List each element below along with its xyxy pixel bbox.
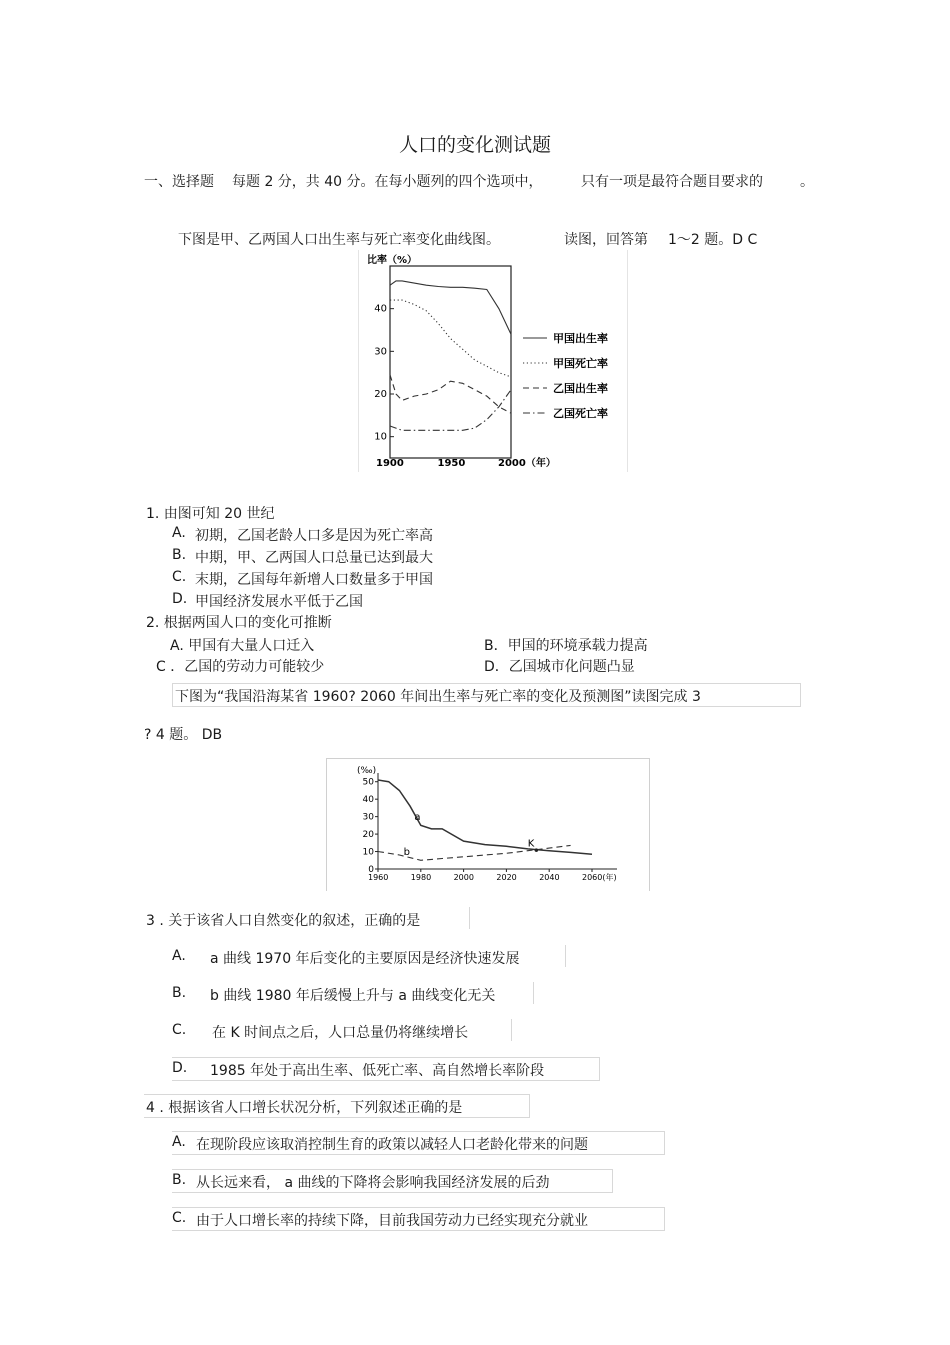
chart2-xtick-label: 2000	[453, 873, 474, 882]
fig2-intro-line2: ? 4 题。 DB	[144, 727, 223, 743]
q3-option-b-text: b 曲线 1980 年后缓慢上升与 a 曲线变化无关	[210, 988, 496, 1004]
q4-option-c-text: 由于人口增长率的持续下降，目前我国劳动力已经实现充分就业	[196, 1213, 588, 1229]
section-rule-b: 只有一项是最符合题目要求的	[581, 174, 763, 190]
q3-option-a-text: a 曲线 1970 年后变化的主要原因是经济快速发展	[210, 951, 520, 967]
chart2-annotation: b	[403, 847, 411, 859]
q3-option-d-text: 1985 年处于高出生率、低死亡率、高自然增长率阶段	[210, 1063, 545, 1079]
chart2-xtick-label: 2040	[539, 873, 560, 882]
chart1-ytick-label: 40	[374, 303, 387, 315]
q2-stem: 2. 根据两国人口的变化可推断	[146, 615, 332, 631]
q1-option-a-text: 初期，乙国老龄人口多是因为死亡率高	[195, 528, 433, 544]
chart1-xtick-label: 1900	[376, 458, 404, 469]
q2-option-a: A. 甲国有大量人口迁入	[170, 638, 315, 654]
chart2-xtick-label: 2060(年)	[582, 873, 617, 882]
fig1-intro-read: 读图，回答第	[564, 232, 648, 248]
section-rule-a: 每题 2 分，共 40 分。在每小题列的四个选项中，	[232, 174, 543, 190]
q3-option-c-label: C.	[172, 1022, 187, 1038]
page-title: 人口的变化测试题	[398, 134, 551, 156]
chart1-ylabel: 比率（%）	[367, 255, 418, 266]
q4-option-a-text: 在现阶段应该取消控制生育的政策以减轻人口老龄化带来的问题	[196, 1137, 588, 1153]
chart1-series-line	[390, 281, 511, 334]
fig1-intro-text: 下图是甲、乙两国人口出生率与死亡率变化曲线图。	[178, 232, 500, 248]
chart2-ytick-label: 0	[368, 865, 374, 875]
q2-option-c: C ．乙国的劳动力可能较少	[156, 659, 325, 675]
q3-option-d-label: D.	[172, 1060, 188, 1076]
chart1-legend-label: 甲国死亡率	[553, 357, 608, 370]
q3-option-c-text: 在 K 时间点之后，人口总量仍将继续增长	[212, 1025, 469, 1041]
chart1-series-line	[390, 300, 511, 377]
chart1-legend-label: 乙国死亡率	[553, 407, 608, 420]
q1-option-b-label: B.	[172, 547, 187, 563]
q4-option-b-label: B.	[172, 1172, 187, 1188]
chart-1-svg	[359, 250, 627, 472]
chart2-annotation: K	[527, 838, 535, 850]
q1-option-d-text: 甲国经济发展水平低于乙国	[195, 594, 363, 610]
chart1-xtick-label: 2000（年）	[498, 458, 556, 469]
chart2-ytick-label: 20	[362, 830, 374, 841]
chart2-ytick-label: 40	[362, 795, 374, 806]
chart1-xtick-label: 1950	[437, 458, 466, 469]
chart-2	[326, 758, 650, 891]
chart2-k-point	[535, 848, 539, 852]
q2-option-b: B．甲国的环境承载力提高	[484, 638, 648, 654]
chart1-legend-label: 甲国出生率	[553, 332, 608, 345]
q3-option-a-label: A.	[172, 948, 186, 964]
chart2-xtick-label: 1960	[368, 873, 389, 882]
q1-option-c-text: 末期，乙国每年新增人口数量多于甲国	[195, 572, 433, 588]
chart1-ytick-label: 10	[374, 431, 387, 443]
chart2-annotation: a	[414, 812, 421, 824]
chart1-ytick-label: 30	[374, 346, 387, 358]
chart1-legend-label: 乙国出生率	[553, 382, 608, 395]
chart2-series-line	[378, 780, 592, 854]
chart2-ytick-label: 30	[362, 812, 374, 823]
section-rule-end: 。	[800, 174, 814, 190]
chart-2-svg	[327, 759, 649, 891]
q4-option-b-text: 从长远来看， a 曲线的下降将会影响我国经济发展的后劲	[196, 1175, 550, 1191]
fig1-intro-range: 1～2 题。D C	[668, 232, 758, 248]
q1-option-c-label: C.	[172, 569, 187, 585]
chart-1	[358, 250, 628, 472]
q4-option-a-label: A.	[172, 1134, 186, 1150]
chart2-xtick-label: 2020	[496, 873, 517, 882]
q1-stem: 1. 由图可知 20 世纪	[146, 506, 275, 522]
q2-option-d: D．乙国城市化问题凸显	[484, 659, 635, 675]
q4-stem: 4 . 根据该省人口增长状况分析，下列叙述正确的是	[146, 1100, 463, 1116]
chart2-ytick-label: 10	[362, 847, 374, 858]
chart2-ytick-label: 50	[362, 777, 374, 788]
chart1-series-line	[390, 390, 511, 431]
q3-stem: 3 . 关于该省人口自然变化的叙述，正确的是	[146, 913, 421, 929]
q1-option-d-label: D.	[172, 591, 188, 607]
chart2-ylabel: (‰)	[357, 766, 377, 776]
q3-option-b-label: B.	[172, 985, 187, 1001]
fig2-intro-line1: 下图为“我国沿海某省 1960? 2060 年间出生率与死亡率的变化及预测图”读图完成 3	[175, 689, 701, 705]
chart1-ytick-label: 20	[374, 389, 387, 400]
chart1-series-line	[390, 375, 511, 413]
q1-option-a-label: A.	[172, 525, 186, 541]
q1-option-b-text: 中期，甲、乙两国人口总量已达到最大	[195, 550, 433, 566]
q4-option-c-label: C.	[172, 1210, 187, 1226]
chart1-frame	[390, 266, 511, 458]
chart2-xtick-label: 1980	[410, 873, 432, 882]
section-label: 一、选择题	[144, 174, 214, 190]
